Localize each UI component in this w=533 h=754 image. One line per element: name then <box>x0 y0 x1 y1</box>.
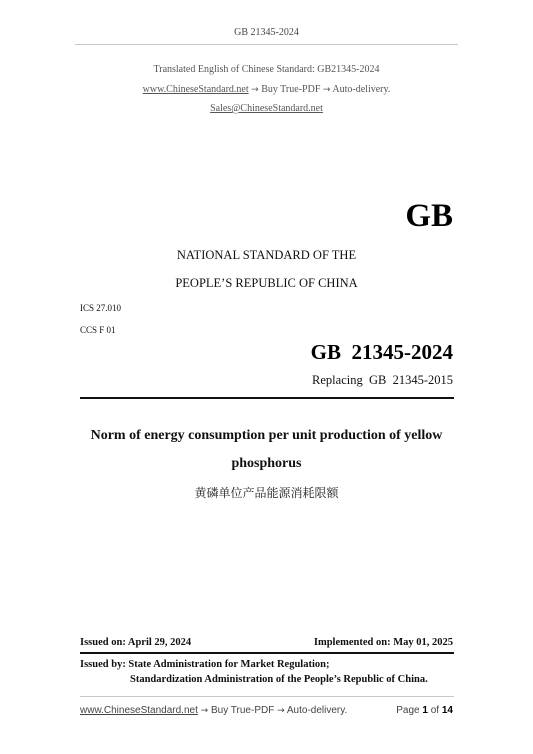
ccs-code: CCS F 01 <box>80 325 116 335</box>
page-of: of <box>430 705 440 716</box>
arrow-right-icon: → <box>251 85 259 95</box>
page-current: 1 <box>422 705 428 716</box>
footer-site-link[interactable]: www.ChineseStandard.net <box>80 705 198 716</box>
issued-on-date: Issued on: April 29, 2024 <box>80 637 192 648</box>
arrow-right-icon: → <box>200 706 209 716</box>
document-title-line1: Norm of energy consumption per unit production of yellow <box>90 428 443 443</box>
header-divider <box>75 44 458 45</box>
buy-text: Buy True-PDF <box>261 84 321 95</box>
country-heading: PEOPLE’S REPUBLIC OF CHINA <box>175 276 358 290</box>
standard-number: GB 21345-2024 <box>310 340 453 364</box>
running-header: GB 21345-2024 <box>234 27 299 38</box>
footer-delivery-text: Auto-delivery. <box>286 705 348 716</box>
national-standard-heading: NATIONAL STANDARD OF THE <box>176 248 357 262</box>
email-link[interactable]: Sales@ChineseStandard.net <box>210 103 323 114</box>
purchase-line <box>0 84 533 95</box>
document-title-chinese: 黄磷单位产品能源消耗限额 <box>194 486 339 500</box>
delivery-text: Auto-delivery. <box>332 84 391 95</box>
page-indicator <box>396 705 453 716</box>
ics-code: ICS 27.010 <box>80 303 122 313</box>
issued-by-line2: Standardization Administration of the People’s Republic of China. <box>130 674 428 685</box>
title-divider <box>80 397 454 399</box>
footer-buy-text: Buy True-PDF <box>210 705 275 716</box>
footer-purchase-line <box>80 705 347 716</box>
arrow-right-icon: → <box>322 85 331 95</box>
arrow-right-icon: → <box>277 706 285 716</box>
issued-by-line1: Issued by: State Administration for Market Regulation; <box>80 659 330 670</box>
page-label: Page <box>396 705 420 716</box>
gb-logo: GB <box>405 198 453 234</box>
footer-divider <box>80 696 454 697</box>
translation-notice: Translated English of Chinese Standard: GB21345-2024 <box>153 64 380 75</box>
site-link[interactable]: www.ChineseStandard.net <box>142 84 249 95</box>
issued-by-block <box>80 657 428 687</box>
email-line <box>0 103 533 114</box>
dates-divider <box>80 652 454 654</box>
implemented-on-date: Implemented on: May 01, 2025 <box>313 637 453 648</box>
page-total: 14 <box>441 705 453 716</box>
document-title-line2: phosphorus <box>231 456 302 471</box>
replacing-note: Replacing GB 21345-2015 <box>312 373 453 387</box>
